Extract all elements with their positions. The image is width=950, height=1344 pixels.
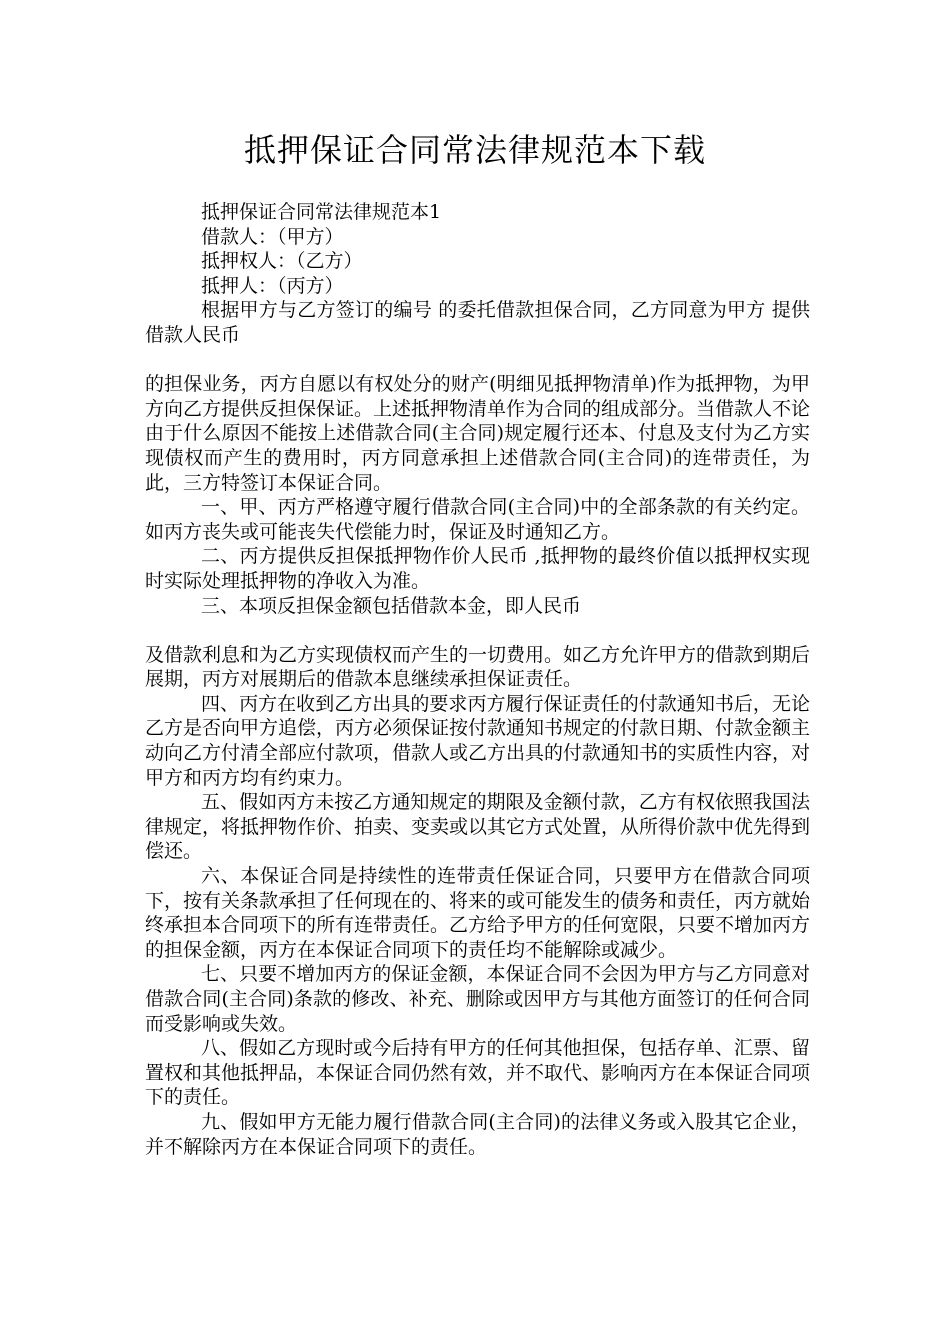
paragraph: 一、甲、丙方严格遵守履行借款合同(主合同)中的全部条款的有关约定。如丙方丧失或可能丧失代偿能力时，保证及时通知乙方。 xyxy=(145,496,810,543)
paragraph: 六、本保证合同是持续性的连带责任保证合同，只要甲方在借款合同项下，按有关条款承担了任何现在的、将来的或可能发生的债务和责任，丙方就始终承担本合同项下的所有连带责任。乙方给予甲方的任何宽限，只要不增加丙方的担保金额，丙方在本保证合同项下的责任均不能解除或减少。 xyxy=(145,865,811,961)
paragraph: 二、丙方提供反担保抵押物作价人民币 ,抵押物的最终价值以抵押权实现时实际处理抵押物的净收入为准。 xyxy=(145,545,810,592)
paragraph: 九、假如甲方无能力履行借款合同(主合同)的法律义务或入股其它企业，并不解除丙方在本保证合同项下的责任。 xyxy=(145,1110,810,1158)
paragraph: 四、丙方在收到乙方出具的要求丙方履行保证责任的付款通知书后，无论乙方是否向甲方追偿，丙方必须保证按付款通知书规定的付款日期、付款金额主动向乙方付清全部应付款项，借款人或乙方出具的付款通知书的实质性内容，对甲方和丙方均有约束力。 xyxy=(145,692,811,789)
paragraph: 五、假如丙方未按乙方通知规定的期限及金额付款，乙方有权依照我国法律规定，将抵押物作价、拍卖、变卖或以其它方式处置，从所得价款中优先得到偿还。 xyxy=(145,791,811,863)
page-title: 抵押保证合同常法律规范本下载 xyxy=(243,131,706,169)
paragraph: 及借款利息和为乙方实现债权而产生的一切费用。如乙方允许甲方的借款到期后展期，丙方对展期后的借款本息继续承担保证责任。 xyxy=(145,643,811,691)
paragraph: 根据甲方与乙方签订的编号 的委托借款担保合同，乙方同意为甲方 提供借款人民币 xyxy=(145,299,810,346)
paragraph: 借款人：（甲方） xyxy=(201,225,344,248)
paragraph: 抵押权人：（乙方） xyxy=(201,250,363,273)
paragraph: 抵押人：（丙方） xyxy=(201,274,344,297)
paragraph: 三、本项反担保金额包括借款本金，即人民币 xyxy=(201,594,582,617)
paragraph: 抵押保证合同常法律规范本1 xyxy=(201,201,442,223)
document-body xyxy=(145,200,810,1159)
paragraph: 八、假如乙方现时或今后持有甲方的任何其他担保，包括存单、汇票、留置权和其他抵押品，本保证合同仍然有效，并不取代、影响丙方在本保证合同项下的责任。 xyxy=(145,1037,811,1109)
paragraph: 的担保业务，丙方自愿以有权处分的财产(明细见抵押物清单)作为抵押物，为甲方向乙方提供反担保保证。上述抵押物清单作为合同的组成部分。当借款人不论由于什么原因不能按上述借款合同(主合同)规定履行还本、付息及支付为乙方实现债权而产生的费用时，丙方同意承担上述借款合同(主合同)的连带责任，为此，三方特签订本保证合同。 xyxy=(145,373,811,494)
paragraph: 七、只要不增加丙方的保证金额，本保证合同不会因为甲方与乙方同意对借款合同(主合同)条款的修改、补充、删除或因甲方与其他方面签订的任何合同而受影响或失效。 xyxy=(145,963,810,1035)
